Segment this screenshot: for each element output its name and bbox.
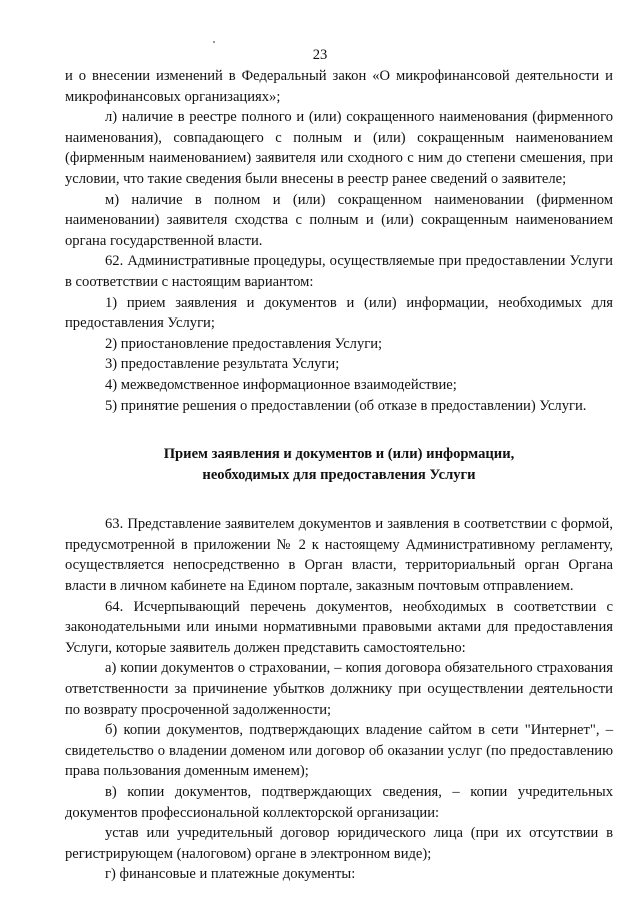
paragraph-law-reference: и о внесении изменений в Федеральный закон «О микрофинансовой деятельности и микрофинансовых организациях»; (65, 68, 613, 105)
page-number: 23 (312, 47, 328, 63)
list-item-3: 3) предоставление результата Услуги; (105, 356, 340, 373)
section-heading (65, 444, 613, 485)
paragraph-item-l: л) наличие в реестре полного и (или) сокращенного наименования (фирменного наименования), совпадающего с полным и (или) сокращенным наименованием (фирменным наименованием) заявителя или сходного с ним до степени смешения, при условии, что такие сведения были внесены в реестр ранее сведений о заявителе; (65, 109, 613, 187)
paragraph-64: 64. Исчерпывающий перечень документов, необходимых в соответствии с законодательными или иными нормативными правовыми актами для предоставления Услуги, которые заявитель должен представить самостоятельно: (65, 598, 613, 656)
paragraph-item-m: м) наличие в полном и (или) сокращенном наименовании (фирменном наименовании) заявителя сходства с полным и (или) сокращенным наименованием органа государственной власти. (65, 191, 613, 249)
item-a-insurance: а) копии документов о страховании, – копия договора обязательного страхования ответственности за причинение убытков должнику при осуществлении деятельности по возврату просроченной задолженности; (65, 660, 613, 718)
list-item-5: 5) принятие решения о предоставлении (об отказе в предоставлении) Услуги. (105, 397, 587, 414)
list-item-4: 4) межведомственное информационное взаимодействие; (105, 376, 457, 393)
paragraph-charter: устав или учредительный договор юридического лица (при их отсутствии в регистрирующем (налоговом) органе в электронном виде); (65, 825, 613, 862)
document-body (65, 66, 613, 885)
paragraph-63: 63. Представление заявителем документов и заявления в соответствии с формой, предусмотренной в приложении № 2 к настоящему Административному регламенту, осуществляется непосредственно в Орган власти, территориальный орган Органа власти в личном кабинете на Едином портале, заказным почтовым отправлением. (65, 516, 613, 595)
list-item-1: 1) прием заявления и документов и (или) информации, необходимых для предоставления Услуги; (65, 294, 613, 332)
section-heading-line-2: необходимых для предоставления Услуги (202, 466, 476, 483)
item-g-financial-docs: г) финансовые и платежные документы: (105, 866, 356, 883)
paragraph-62: 62. Административные процедуры, осуществляемые при предоставлении Услуги в соответствии с настоящим вариантом: (65, 253, 613, 290)
section-heading-line-1: Прием заявления и документов и (или) информации, (163, 446, 515, 463)
list-item-2: 2) приостановление предоставления Услуги; (105, 335, 383, 352)
scan-speck (213, 41, 215, 43)
item-v-constituent-docs: в) копии документов, подтверждающих сведения, – копии учредительных документов профессиональной коллекторской организации: (65, 784, 613, 821)
item-b-website: б) копии документов, подтверждающих владение сайтом в сети "Интернет", – свидетельство о владении доменом или договор об оказании услуг (по предоставлению права пользования доменным именем); (65, 722, 613, 780)
